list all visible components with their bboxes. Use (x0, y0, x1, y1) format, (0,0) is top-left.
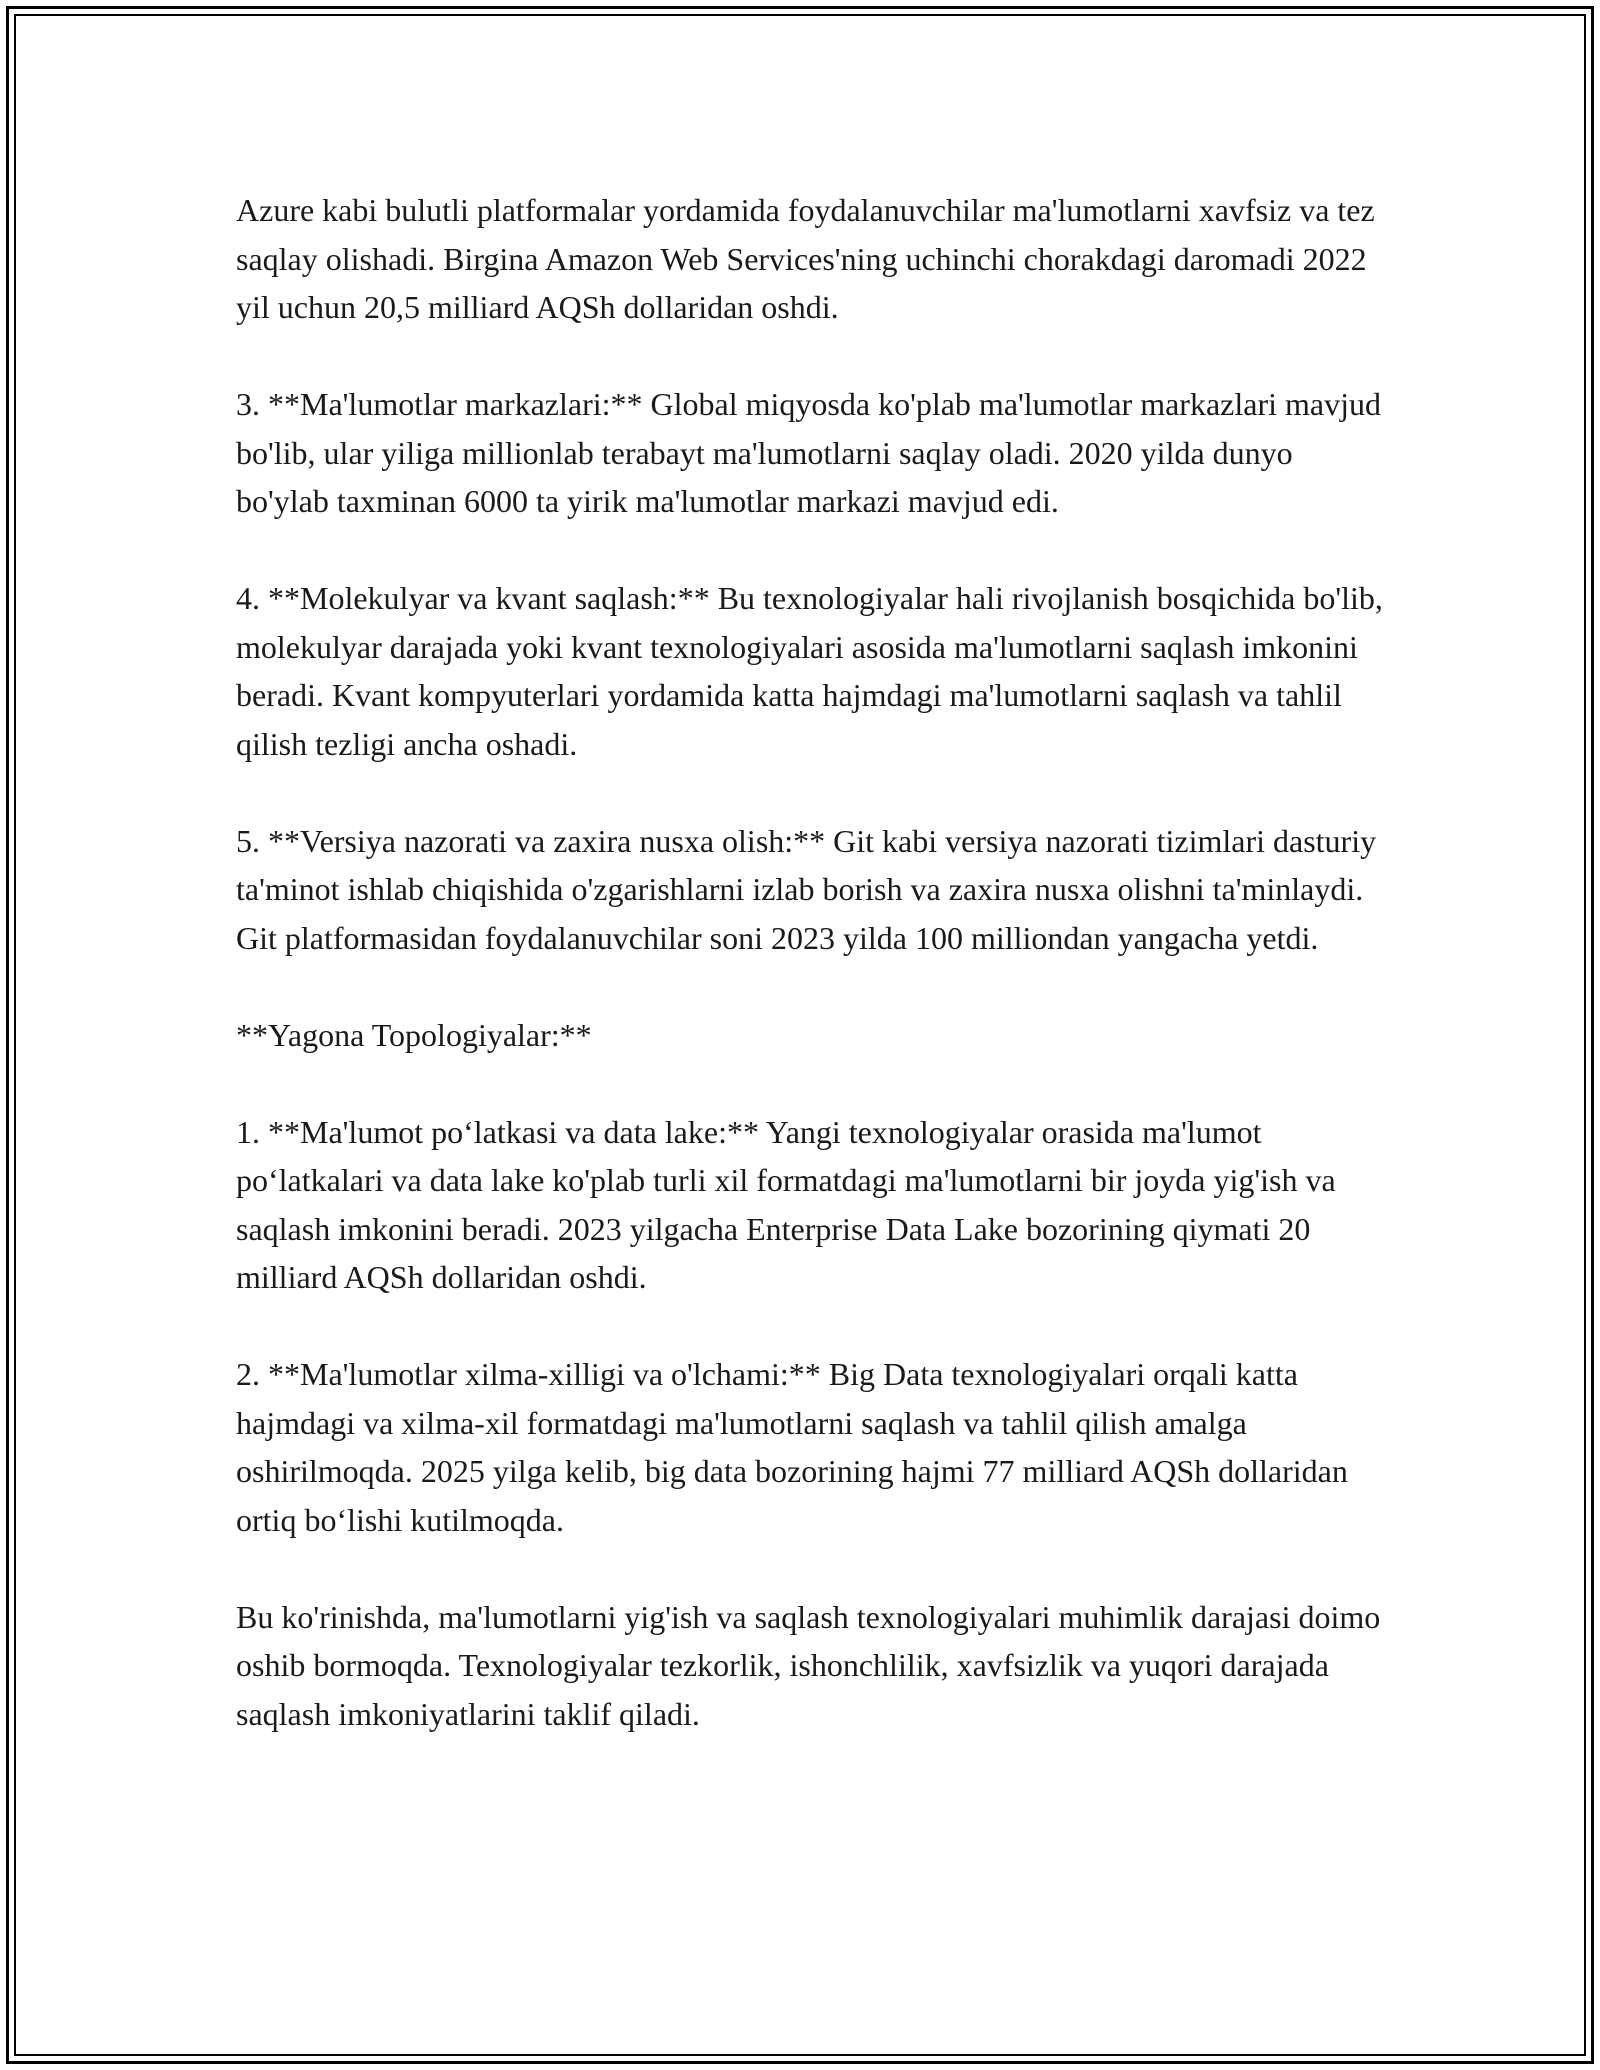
paragraph-conclusion: Bu ko'rinishda, ma'lumotlarni yig'ish va saqlash texnologiyalari muhimlik darajasi doimo oshib bormoqda. Texnologiyalar tezkorlik, ishonchlilik, xavfsizlik va yuqori darajada saqlash imkoniyatlarini taklif qiladi. (236, 1598, 1381, 1732)
paragraph-version-control: 5. **Versiya nazorati va zaxira nusxa olish:** Git kabi versiya nazorati tizimlari dasturiy ta'minot ishlab chiqishida o'zgarishlarni izlab borish va zaxira nusxa olishni ta'minlaydi. Git platformasidan foydalanuvchilar soni 2023 yilda 100 milliondan yangacha yetdi. (236, 822, 1377, 956)
section-heading-topologies: **Yagona Topologiyalar:** (236, 1016, 592, 1053)
paragraph-data-centers: 3. **Ma'lumotlar markazlari:** Global miqyosda ko'plab ma'lumotlar markazlari mavjud bo'lib, ular yiliga millionlab terabayt ma'lumotlarni saqlay oladi. 2020 yilda dunyo bo'ylab taxminan 6000 ta yirik ma'lumotlar markazi mavjud edi. (236, 386, 1381, 519)
document-body (236, 186, 1386, 1738)
paragraph-big-data: 2. **Ma'lumotlar xilma-xilligi va o'lchami:** Big Data texnologiyalari orqali katta hajmdagi va xilma-xil formatdagi ma'lumotlarni saqlash va tahlil qilish amalga oshirilmoqda. 2025 yilga kelib, big data bozorining hajmi 77 milliard AQSh dollaridan ortiq bo‘lishi kutilmoqda. (236, 1356, 1348, 1538)
paragraph-cloud-platforms: Azure kabi bulutli platformalar yordamida foydalanuvchilar ma'lumotlarni xavfsiz va tez saqlay olishadi. Birgina Amazon Web Services'ning uchinchi chorakdagi daromadi 2022 yil uchun 20,5 milliard AQSh dollaridan oshdi. (236, 192, 1375, 325)
paragraph-data-lake: 1. **Ma'lumot po‘latkasi va data lake:** Yangi texnologiyalar orasida ma'lumot po‘latkalari va data lake ko'plab turli xil formatdagi ma'lumotlarni bir joyda yig'ish va saqlash imkonini beradi. 2023 yilgacha Enterprise Data Lake bozorining qiymati 20 milliard AQSh dollaridan oshdi. (236, 1113, 1336, 1295)
paragraph-molecular-quantum-storage: 4. **Molekulyar va kvant saqlash:** Bu texnologiyalar hali rivojlanish bosqichida bo'lib, molekulyar darajada yoki kvant texnologiyalari asosida ma'lumotlarni saqlash imkonini beradi. Kvant kompyuterlari yordamida katta hajmdagi ma'lumotlarni saqlash va tahlil qilish tezligi ancha oshadi. (236, 580, 1383, 762)
